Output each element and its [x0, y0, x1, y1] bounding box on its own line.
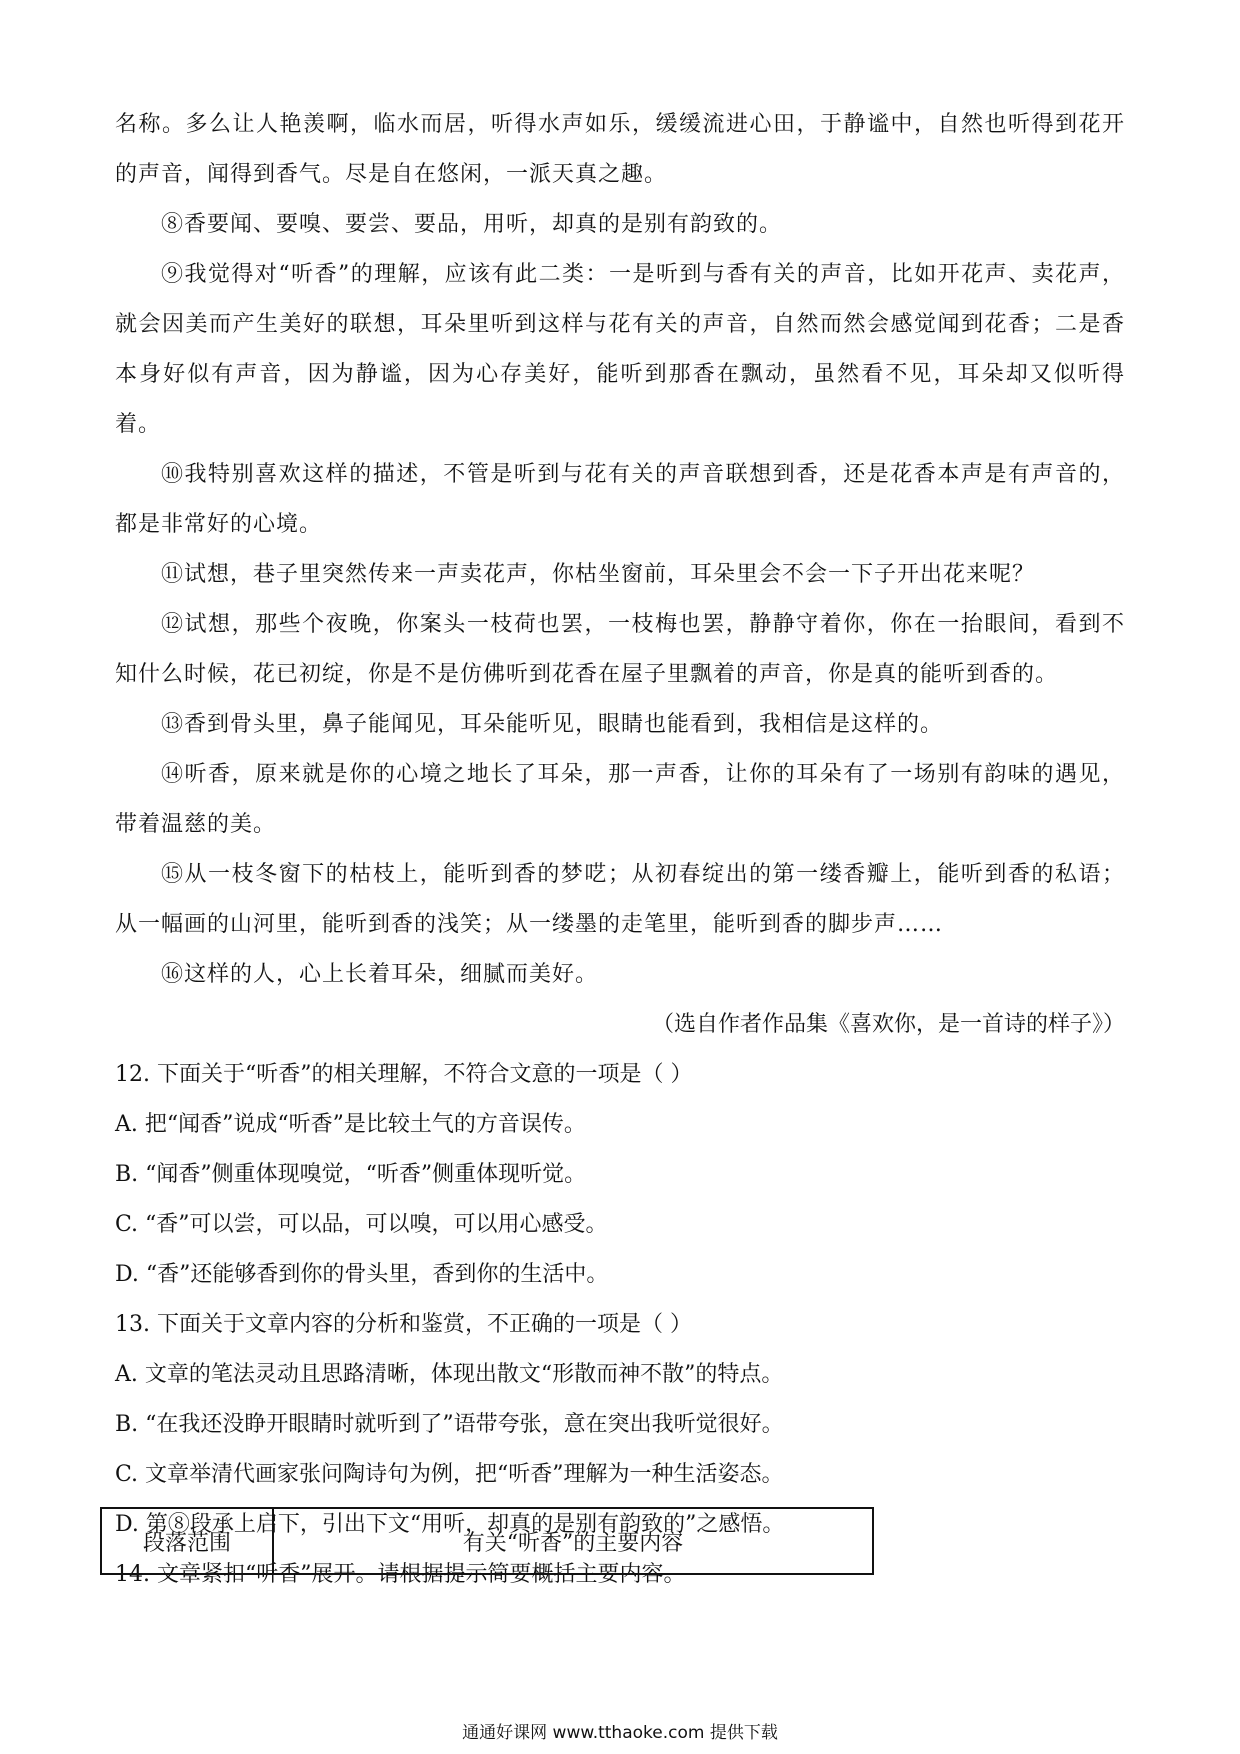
- question-option-c: C. 文章举清代画家张问陶诗句为例，把“听香”理解为一种生活姿态。: [115, 1462, 784, 1487]
- table-row: [101, 1508, 873, 1574]
- question-option-b: B. “在我还没睁开眼睛时就听到了”语带夸张，意在突出我听觉很好。: [115, 1412, 784, 1437]
- article-paragraph: ⑭听香，原来就是你的心境之地长了耳朵，那一声香，让你的耳朵有了一场别有韵味的遇见，带着温慈的美。: [115, 762, 1125, 837]
- article-paragraph: ⑫试想，那些个夜晚，你案头一枝荷也罢，一枝梅也罢，静静守着你，你在一抬眼间，看到不知什么时候，花已初绽，你是不是仿佛听到花香在屋子里飘着的声音，你是真的能听到香的。: [115, 612, 1125, 687]
- article-paragraph: ⑬香到骨头里，鼻子能闻见，耳朵能听见，眼睛也能看到，我相信是这样的。: [161, 712, 944, 737]
- question-stem: 13. 下面关于文章内容的分析和鉴赏，不正确的一项是（ ）: [115, 1312, 692, 1337]
- article-paragraph: ⑧香要闻、要嗅、要尝、要品，用听，却真的是别有韵致的。: [161, 212, 783, 237]
- article-paragraph: ⑪试想，巷子里突然传来一声卖花声，你枯坐窗前，耳朵里会不会一下子开出花来呢？: [161, 562, 1036, 587]
- question-stem: 12. 下面关于“听香”的相关理解，不符合文意的一项是（ ）: [115, 1062, 693, 1087]
- question-stem: 14. 文章紧扣“听香”展开。请根据提示简要概括主要内容。: [115, 1562, 686, 1587]
- page-footer: 通通好课网 www.tthaoke.com 提供下载: [462, 1723, 778, 1743]
- question-option-a: A. 文章的笔法灵动且思路清晰，体现出散文“形散而神不散”的特点。: [115, 1362, 784, 1387]
- article-body: [115, 100, 1125, 1600]
- question-option-d: D. 第⑧段承上启下，引出下文“用听，却真的是别有韵致的”之感悟。: [115, 1512, 785, 1537]
- article-paragraph: ⑯这样的人，心上长着耳朵，细腻而美好。: [161, 962, 599, 987]
- table-header-main-content: 有关“听香”的主要内容: [273, 1508, 873, 1574]
- table-header-paragraph-range: 段落范围: [101, 1508, 273, 1574]
- article-paragraph: 名称。多么让人艳羡啊，临水而居，听得水声如乐，缓缓流进心田，于静谧中，自然也听得到花开的声音，闻得到香气。尽是自在悠闲，一派天真之趣。: [115, 112, 1125, 187]
- question-option-a: A. 把“闻香”说成“听香”是比较土气的方音误传。: [115, 1112, 586, 1137]
- article-paragraph: ⑮从一枝冬窗下的枯枝上，能听到香的梦呓；从初春绽出的第一缕香瓣上，能听到香的私语；从一幅画的山河里，能听到香的浅笑；从一缕墨的走笔里，能听到香的脚步声……: [115, 862, 1125, 937]
- article-source: （选自作者作品集《喜欢你，是一首诗的样子》）: [651, 1012, 1125, 1037]
- answer-table: [100, 1507, 874, 1575]
- article-paragraph: ⑩我特别喜欢这样的描述，不管是听到与花有关的声音联想到香，还是花香本声是有声音的，都是非常好的心境。: [115, 462, 1125, 537]
- question-option-c: C. “香”可以尝，可以品，可以嗅，可以用心感受。: [115, 1212, 608, 1237]
- question-12: [115, 1050, 1125, 1300]
- article-paragraph: ⑨我觉得对“听香”的理解，应该有此二类：一是听到与香有关的声音，比如开花声、卖花声，就会因美而产生美好的联想，耳朵里听到这样与花有关的声音，自然而然会感觉闻到花香；二是香本身好似有声音，因为静谧，因为心存美好，能听到那香在飘动，虽然看不见，耳朵却又似听得着。: [115, 262, 1125, 437]
- question-option-b: B. “闻香”侧重体现嗅觉，“听香”侧重体现听觉。: [115, 1162, 587, 1187]
- question-option-d: D. “香”还能够香到你的骨头里，香到你的生活中。: [115, 1262, 609, 1287]
